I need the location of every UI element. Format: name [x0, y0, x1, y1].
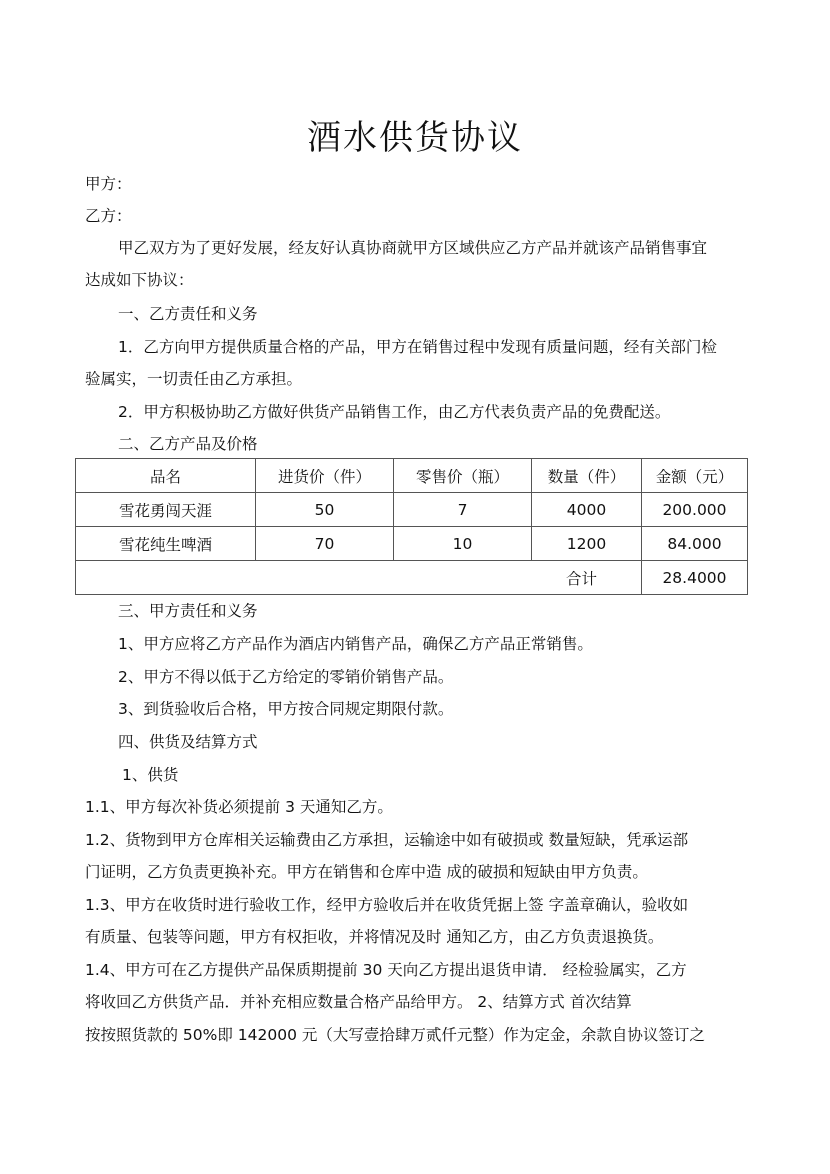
table-row — [76, 527, 748, 561]
clause-line: 有质量、包装等问题，甲方有权拒收，并将情况及时 通知乙方，由乙方负责退换货。 — [85, 928, 664, 946]
table-cell: 10 — [394, 527, 532, 561]
header-cell: 品名 — [76, 459, 256, 493]
clause-line: 1、甲方应将乙方产品作为酒店内销售产品，确保乙方产品正常销售。 — [118, 635, 593, 653]
clause-line: 将收回乙方供货产品．并补充相应数量合格产品给甲方。 2、结算方式 首次结算 — [85, 993, 632, 1011]
section-heading: 三、甲方责任和义务 — [118, 602, 258, 620]
table-cell: 1200 — [532, 527, 642, 561]
clause-line: 2、甲方不得以低于乙方给定的零销价销售产品。 — [118, 668, 454, 686]
header-cell: 进货价（件） — [256, 459, 394, 493]
clause-line: 1.3、甲方在收货时进行验收工作，经甲方验收后并在收货凭据上签 字盖章确认，验收如 — [85, 896, 689, 914]
table-cell: 雪花勇闯天涯 — [76, 493, 256, 527]
header-cell: 零售价（瓶） — [394, 459, 532, 493]
table-cell: 4000 — [532, 493, 642, 527]
table-cell: 50 — [256, 493, 394, 527]
clause-line: 验属实，一切责任由乙方承担。 — [85, 370, 303, 388]
table-row — [76, 493, 748, 527]
total-value: 28.4000 — [642, 561, 748, 595]
clause-line: 1.2、货物到甲方仓库相关运输费由乙方承担，运输途中如有破损或 数量短缺，凭承运部 — [85, 831, 689, 849]
intro-line: 甲乙双方为了更好发展，经友好认真协商就甲方区域供应乙方产品并就该产品销售事宜 — [118, 239, 708, 257]
party-b-label: 乙方： — [85, 207, 132, 225]
table-cell: 7 — [394, 493, 532, 527]
table-header-row — [76, 459, 748, 493]
clause-line: 按按照货款的 50%即 142000 元（大写壹拾肆万贰仟元整）作为定金，余款自协议签订之 — [85, 1026, 705, 1044]
clause-line: 2．甲方积极协助乙方做好供货产品销售工作，由乙方代表负责产品的免费配送。 — [118, 403, 671, 421]
table-cell: 雪花纯生啤酒 — [76, 527, 256, 561]
price-table — [75, 458, 748, 595]
subheading: 1、供货 — [122, 766, 179, 784]
clause-line: 1.4、甲方可在乙方提供产品保质期提前 30 天向乙方提出退货申请． 经检验属实，乙方 — [85, 961, 687, 979]
table-cell: 200.000 — [642, 493, 748, 527]
section-heading: 一、乙方责任和义务 — [118, 305, 258, 323]
header-cell: 金额（元） — [642, 459, 748, 493]
clause-line: 1．乙方向甲方提供质量合格的产品，甲方在销售过程中发现有质量问题，经有关部门检 — [118, 338, 717, 356]
table-cell: 84.000 — [642, 527, 748, 561]
party-a-label: 甲方： — [85, 175, 132, 193]
section-heading: 四、供货及结算方式 — [118, 733, 258, 751]
header-cell: 数量（件） — [532, 459, 642, 493]
clause-line: 1.1、甲方每次补货必须提前 3 天通知乙方。 — [85, 798, 393, 816]
clause-line: 3、到货验收后合格，甲方按合同规定期限付款。 — [118, 700, 454, 718]
table-total-row — [76, 561, 748, 595]
total-label: 合计 — [76, 561, 642, 595]
clause-line: 门证明，乙方负责更换补充。甲方在销售和仓库中造 成的破损和短缺由甲方负责。 — [85, 863, 648, 881]
intro-line: 达成如下协议： — [85, 271, 194, 289]
document-title: 酒水供货协议 — [307, 118, 523, 158]
table-cell: 70 — [256, 527, 394, 561]
section-heading: 二、乙方产品及价格 — [118, 435, 258, 453]
